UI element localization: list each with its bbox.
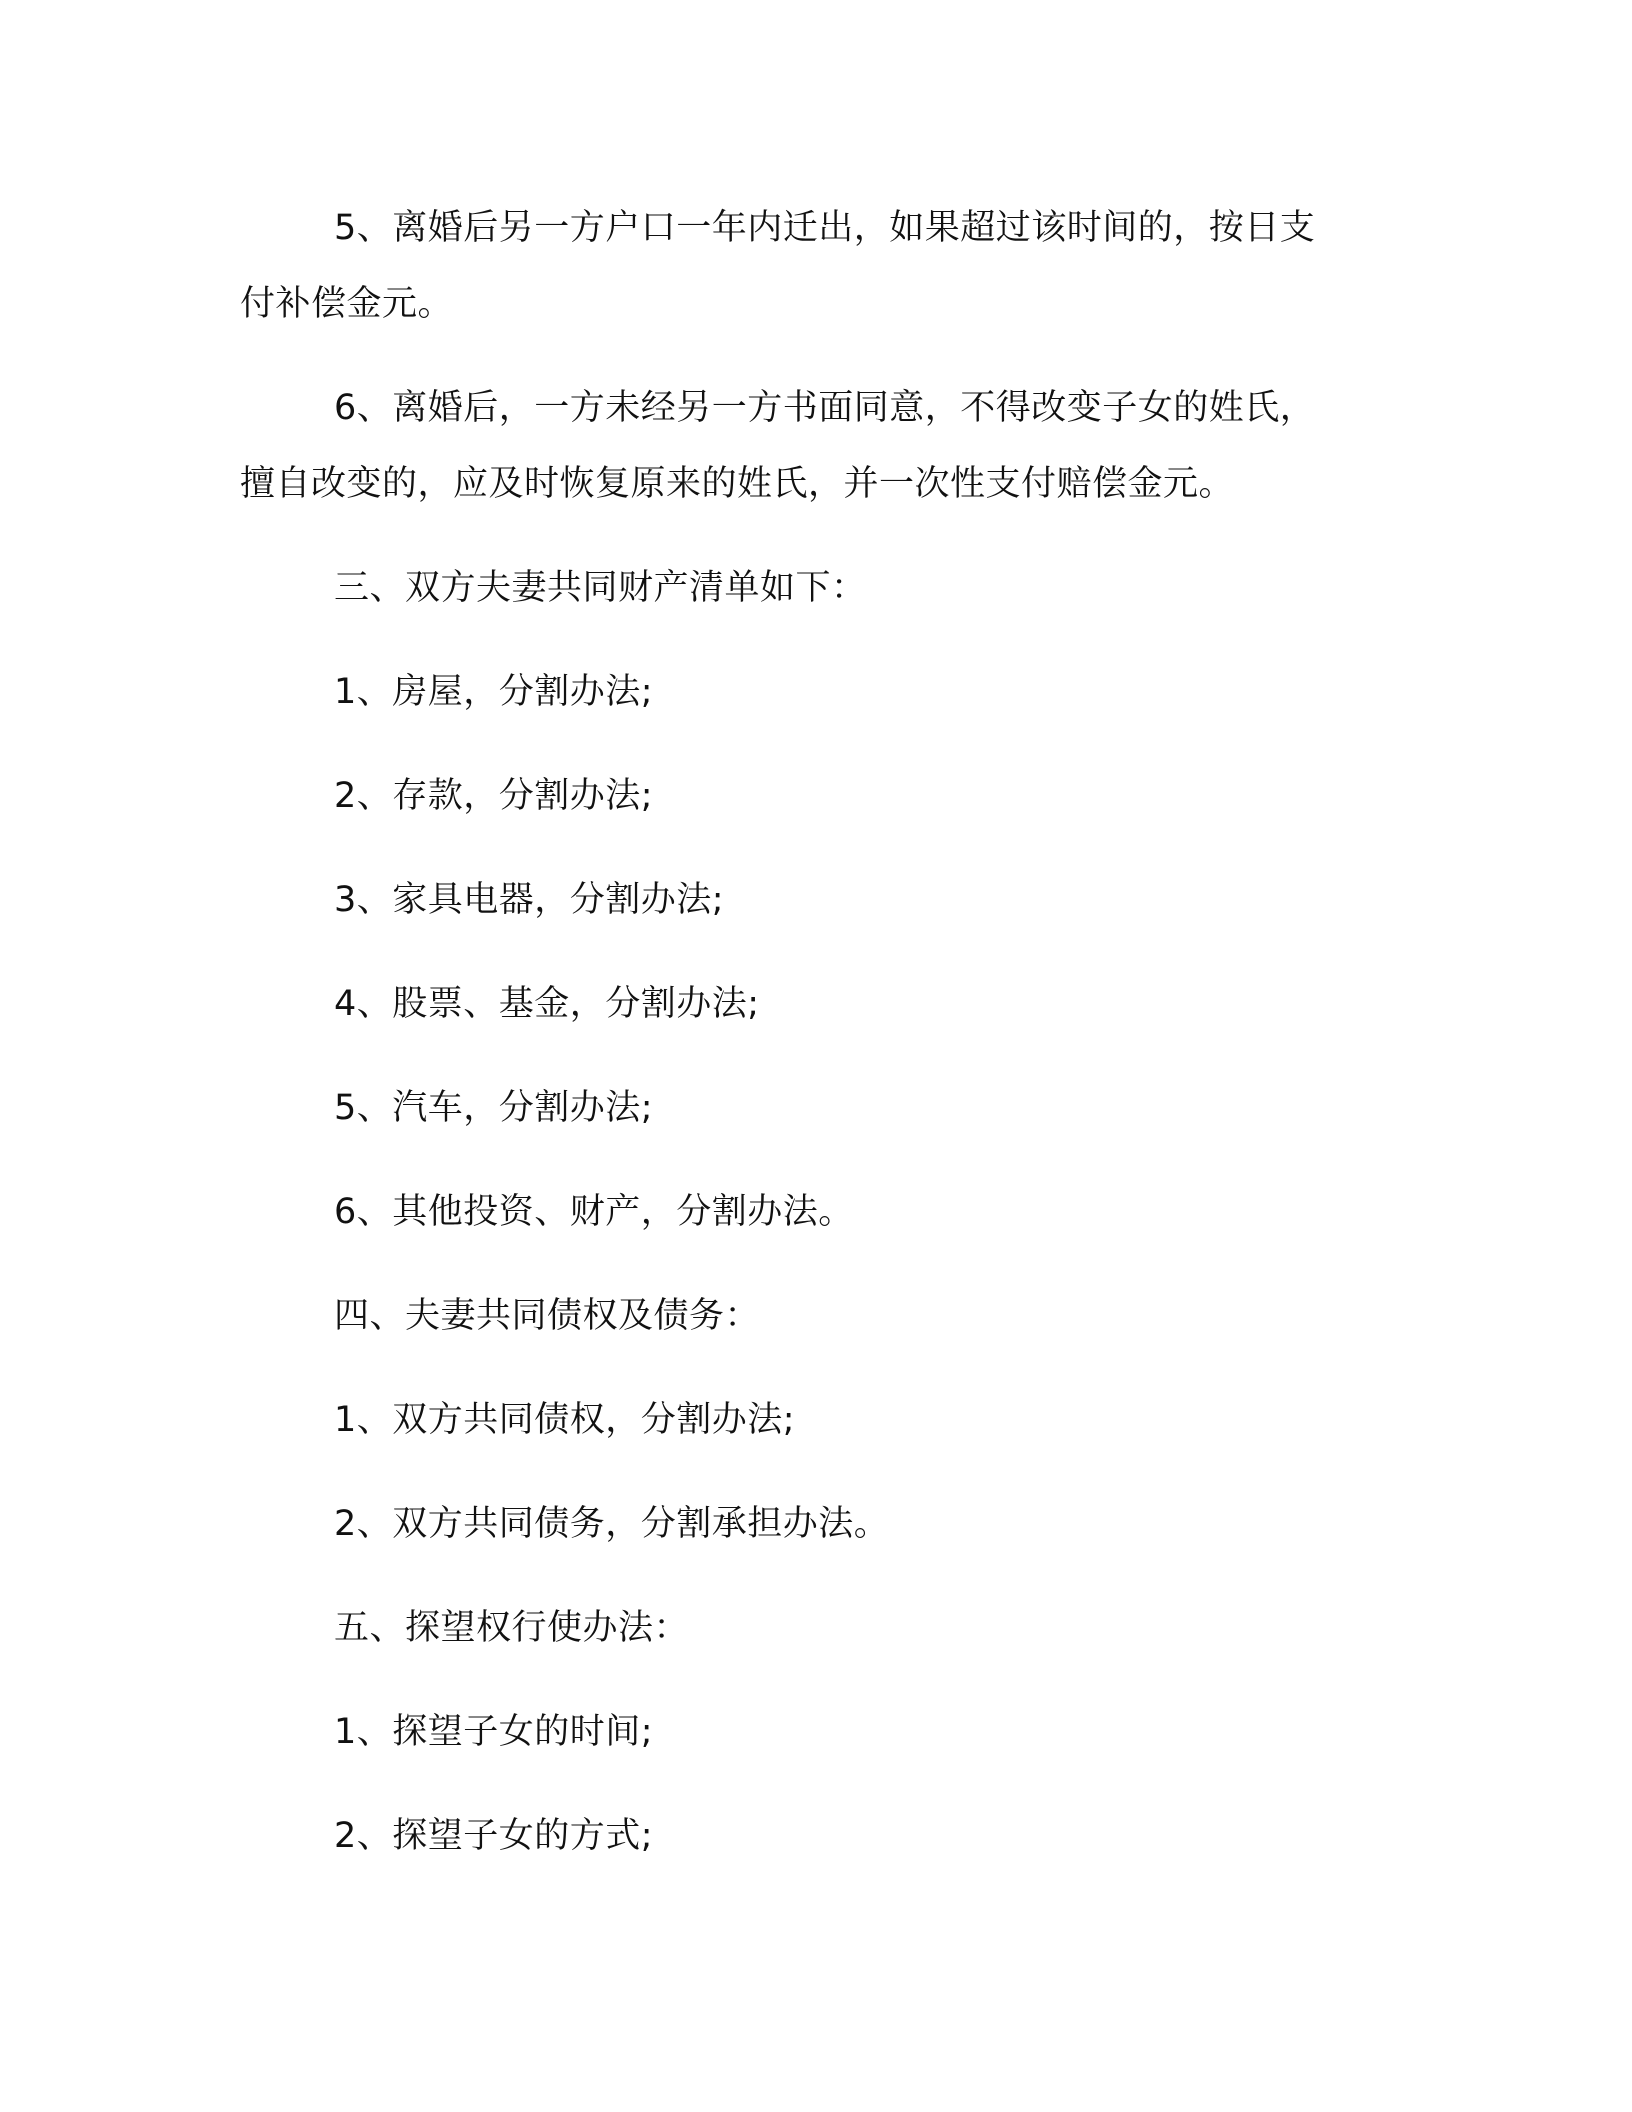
section-3-item-3: 3、家具电器，分割办法; [334,880,725,920]
paragraph-item-6-line-1: 6、离婚后，一方未经另一方书面同意，不得改变子女的姓氏， [334,388,1316,428]
section-3-item-6: 6、其他投资、财产，分割办法。 [334,1192,854,1232]
section-3-heading: 三、双方夫妻共同财产清单如下： [334,568,867,608]
section-3-item-1: 1、房屋，分割办法; [334,672,654,712]
section-4-item-1: 1、双方共同债权，分割办法; [334,1400,796,1440]
section-4-item-2: 2、双方共同债务，分割承担办法。 [334,1504,890,1544]
paragraph-item-5-line-2: 付补偿金元。 [240,284,454,324]
section-3-item-5: 5、汽车，分割办法; [334,1088,654,1128]
section-5-heading: 五、探望权行使办法： [334,1608,690,1648]
section-4-heading: 四、夫妻共同债权及债务： [334,1296,761,1336]
section-3-item-4: 4、股票、基金，分割办法; [334,984,760,1024]
paragraph-item-6 [240,370,1360,522]
paragraph-item-6-line-2: 擅自改变的，应及时恢复原来的姓氏，并一次性支付赔偿金元。 [240,464,1235,504]
paragraph-item-5 [240,190,1360,342]
document-body [240,190,1360,1902]
section-5-item-2: 2、探望子女的方式; [334,1816,654,1856]
paragraph-item-5-line-1: 5、离婚后另一方户口一年内迁出，如果超过该时间的，按日支 [334,208,1316,248]
section-5-item-1: 1、探望子女的时间; [334,1712,654,1752]
section-3-item-2: 2、存款，分割办法; [334,776,654,816]
